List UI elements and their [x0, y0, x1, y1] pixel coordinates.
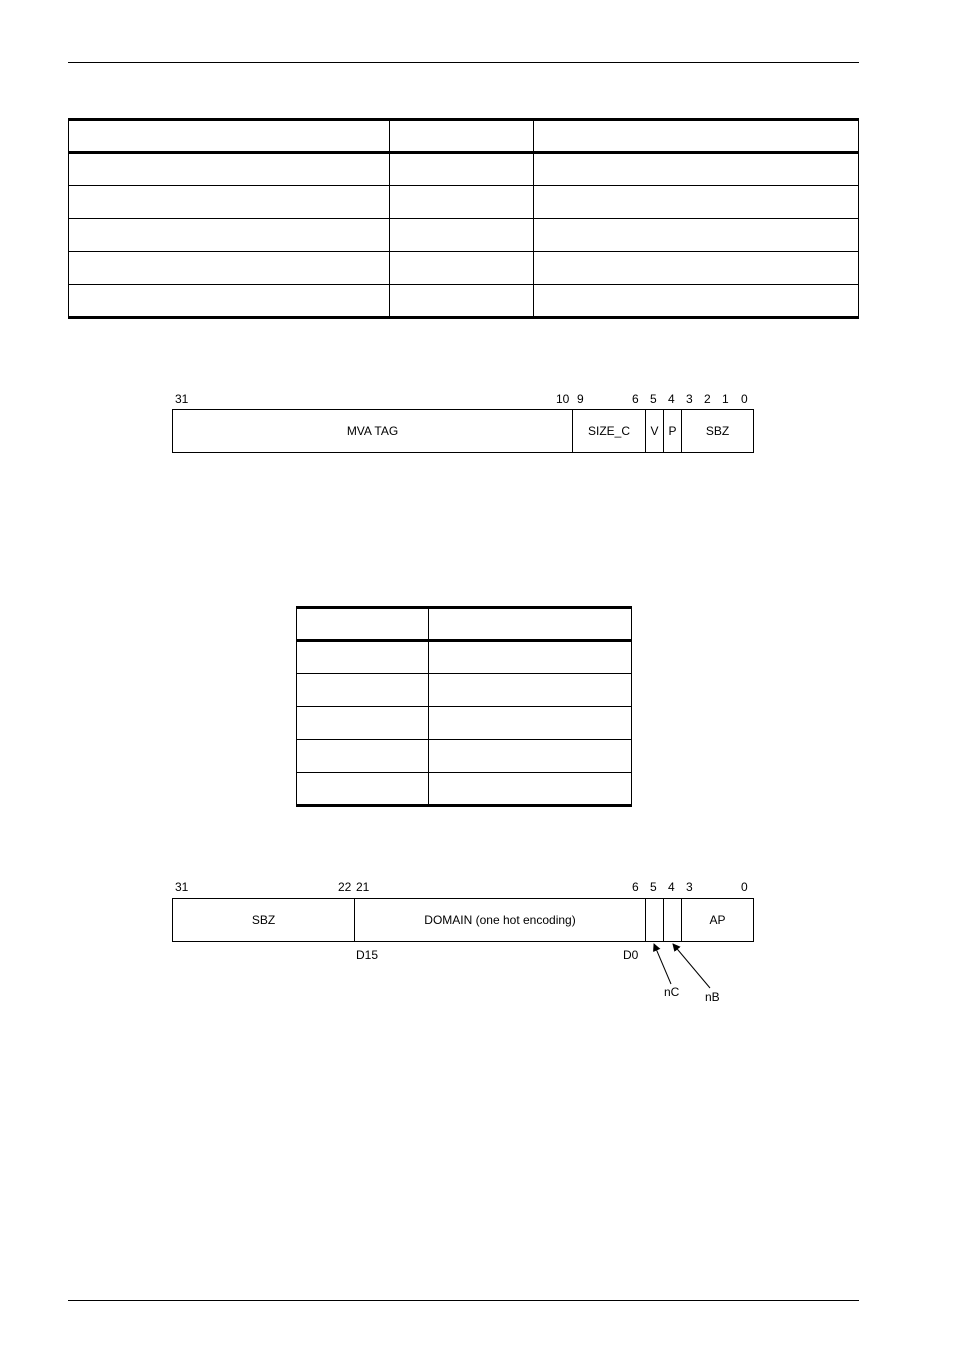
- nc-arrow: [654, 944, 671, 984]
- label-nb: nB: [705, 990, 720, 1004]
- bit-number: 31: [175, 880, 189, 894]
- field-size-c: SIZE_C: [573, 410, 646, 452]
- field-domain: DOMAIN (one hot encoding): [355, 899, 646, 941]
- bit-number: 4: [668, 880, 675, 894]
- bit-number: 1: [722, 392, 729, 406]
- field-mva-tag: MVA TAG: [173, 410, 573, 452]
- field-sbz: SBZ: [173, 899, 355, 941]
- bit-number: 4: [668, 392, 675, 406]
- bit-number: 5: [650, 880, 657, 894]
- field-v: V: [646, 410, 664, 452]
- bit-number: 3: [686, 880, 693, 894]
- field-sbz: SBZ: [705, 424, 730, 438]
- bit-number: 6: [632, 880, 639, 894]
- bit-number: 0: [741, 880, 748, 894]
- bit-number: 31: [175, 392, 189, 406]
- bit-number: 9: [577, 392, 584, 406]
- bit-number: 0: [741, 392, 748, 406]
- nb-arrow: [673, 944, 710, 988]
- bit-number: 21: [356, 880, 370, 894]
- label-d15: D15: [356, 948, 379, 962]
- label-nc: nC: [664, 985, 680, 999]
- bit-number: 22: [338, 880, 352, 894]
- bit-number: 2: [704, 392, 711, 406]
- field-ap: AP: [709, 913, 726, 927]
- bit-number: 6: [632, 392, 639, 406]
- bit-number: 5: [650, 392, 657, 406]
- field-p: P: [664, 410, 682, 452]
- bit-number: 3: [686, 392, 693, 406]
- label-d0: D0: [623, 948, 639, 962]
- bit-number: 10: [556, 392, 570, 406]
